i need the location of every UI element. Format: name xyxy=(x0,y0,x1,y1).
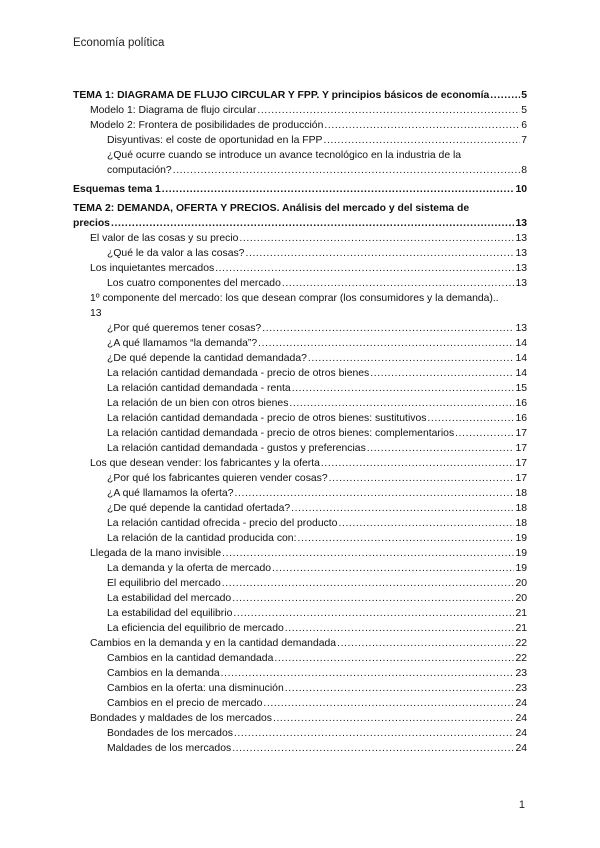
toc-dot-leader xyxy=(323,133,520,148)
toc-entry[interactable] xyxy=(73,103,527,118)
toc-entry-text: TEMA 2: DEMANDA, OFERTA Y PRECIOS. Análisis del mercado y del sistema de xyxy=(73,203,470,214)
toc-page-number: 19 xyxy=(515,533,527,544)
toc-entry-text: Modelo 1: Diagrama de flujo circular xyxy=(90,105,257,116)
toc-page-number: 24 xyxy=(515,728,527,739)
toc-entry-text: ¿A qué llamamos “la demanda”? xyxy=(107,338,258,349)
toc-entry[interactable] xyxy=(73,336,527,351)
page-number: 1 xyxy=(518,799,525,811)
toc-entry-text: La relación cantidad demandada - renta xyxy=(107,383,291,394)
toc-entry-text: 13 xyxy=(90,308,102,319)
toc-dot-leader xyxy=(285,681,515,696)
toc-entry-text: Los inquietantes mercados xyxy=(90,263,215,274)
toc-page-number: 13 xyxy=(515,323,527,334)
toc-entry-text: Disyuntivas: el coste de oportunidad en la FPP xyxy=(107,135,323,146)
toc-entry-text: La relación cantidad demandada - precio de otros bienes: complementarios xyxy=(107,428,455,439)
toc-dot-leader xyxy=(232,591,514,606)
toc-page-number: 13 xyxy=(515,233,527,244)
toc-entry[interactable] xyxy=(73,606,527,621)
toc-page-number: 24 xyxy=(515,713,527,724)
toc-page-number: 14 xyxy=(515,353,527,364)
toc-dot-leader xyxy=(215,261,514,276)
toc-dot-leader xyxy=(257,103,520,118)
toc-dot-leader xyxy=(297,531,514,546)
toc-dot-leader xyxy=(233,606,514,621)
toc-dot-leader xyxy=(329,471,515,486)
toc-entry[interactable] xyxy=(73,561,527,576)
toc-dot-leader xyxy=(274,651,514,666)
toc-entry-text: Cambios en la demanda xyxy=(107,668,220,679)
toc-entry-text: La demanda y la oferta de mercado xyxy=(107,563,272,574)
toc-dot-leader xyxy=(285,621,515,636)
toc-page-number: 15 xyxy=(515,383,527,394)
toc-dot-leader xyxy=(338,516,514,531)
toc-page-number: 24 xyxy=(515,743,527,754)
toc-entry[interactable] xyxy=(73,576,527,591)
toc-entry-text: Maldades de los mercados xyxy=(107,743,232,754)
toc-entry-text: TEMA 1: DIAGRAMA DE FLUJO CIRCULAR Y FPP. Y principios básicos de economía xyxy=(73,90,490,101)
toc-entry-text: Los que desean vender: los fabricantes y la oferta xyxy=(90,458,320,469)
toc-dot-leader xyxy=(173,163,521,178)
toc-page-number: 6 xyxy=(521,120,527,131)
toc-entry-text: ¿De qué depende la cantidad demandada? xyxy=(107,353,307,364)
toc-entry[interactable] xyxy=(73,666,527,681)
toc-entry-text: computación? xyxy=(107,165,172,176)
toc-page-number: 17 xyxy=(515,473,527,484)
toc-entry[interactable] xyxy=(73,396,527,411)
toc-entry[interactable] xyxy=(73,471,527,486)
toc-entry[interactable] xyxy=(73,88,527,103)
toc-entry-text: Los cuatro componentes del mercado xyxy=(107,278,281,289)
toc-dot-leader xyxy=(262,321,514,336)
toc-page-number: 23 xyxy=(515,683,527,694)
toc-page-number: 14 xyxy=(515,368,527,379)
toc-dot-leader xyxy=(234,726,515,741)
running-header: Economía política xyxy=(73,37,165,49)
toc-dot-leader xyxy=(337,636,514,651)
toc-entry-text: La relación de la cantidad producida con: xyxy=(107,533,297,544)
toc-dot-leader xyxy=(232,741,514,756)
toc-entry[interactable] xyxy=(73,381,527,396)
toc-dot-leader xyxy=(321,456,515,471)
toc-page-number: 24 xyxy=(515,698,527,709)
toc-page-number: 5 xyxy=(521,105,527,116)
toc-entry[interactable] xyxy=(73,321,527,336)
toc-dot-leader xyxy=(367,441,515,456)
toc-page-number: 17 xyxy=(515,458,527,469)
toc-dot-leader xyxy=(292,381,515,396)
toc-entry-text: ¿De qué depende la cantidad ofertada? xyxy=(107,503,291,514)
toc-page-number: 20 xyxy=(515,578,527,589)
toc-entry[interactable] xyxy=(73,711,527,726)
toc-page-number: 16 xyxy=(515,398,527,409)
toc-dot-leader xyxy=(324,118,520,133)
toc-entry-text: El valor de las cosas y su precio xyxy=(90,233,239,244)
toc-page-number: 5 xyxy=(521,90,527,101)
toc-dot-leader xyxy=(272,561,514,576)
toc-page-number: 21 xyxy=(515,608,527,619)
toc-page-number: 17 xyxy=(515,443,527,454)
toc-dot-leader xyxy=(234,486,514,501)
toc-dot-leader xyxy=(490,88,520,103)
toc-dot-leader xyxy=(162,182,515,197)
table-of-contents xyxy=(73,88,527,756)
toc-entry[interactable] xyxy=(73,261,527,276)
toc-entry-text: La estabilidad del equilibrio xyxy=(107,608,233,619)
toc-dot-leader xyxy=(263,696,514,711)
toc-entry[interactable] xyxy=(73,681,527,696)
toc-entry-text: La estabilidad del mercado xyxy=(107,593,232,604)
toc-dot-leader xyxy=(370,366,514,381)
toc-entry[interactable] xyxy=(73,546,527,561)
toc-entry-text: La eficiencia del equilibrio de mercado xyxy=(107,623,284,634)
toc-page-number: 18 xyxy=(515,488,527,499)
toc-page-number: 19 xyxy=(515,563,527,574)
toc-page-number: 13 xyxy=(515,248,527,259)
toc-entry[interactable] xyxy=(73,133,527,148)
toc-dot-leader xyxy=(222,546,514,561)
toc-dot-leader xyxy=(258,336,514,351)
toc-dot-leader xyxy=(289,396,514,411)
toc-page-number: 10 xyxy=(515,184,527,195)
toc-entry-text: La relación cantidad demandada - gustos y preferencias xyxy=(107,443,366,454)
toc-entry[interactable] xyxy=(73,456,527,471)
toc-dot-leader xyxy=(455,426,514,441)
toc-entry[interactable] xyxy=(73,366,527,381)
toc-entry-text: Llegada de la mano invisible xyxy=(90,548,222,559)
toc-entry[interactable] xyxy=(73,726,527,741)
toc-page-number: 7 xyxy=(521,135,527,146)
toc-entry[interactable] xyxy=(73,182,527,197)
toc-page-number: 22 xyxy=(515,638,527,649)
toc-dot-leader xyxy=(273,711,514,726)
toc-entry[interactable] xyxy=(73,516,527,531)
toc-page-number: 16 xyxy=(515,413,527,424)
toc-entry[interactable] xyxy=(73,636,527,651)
toc-entry[interactable] xyxy=(73,441,527,456)
toc-page-number: 14 xyxy=(515,338,527,349)
toc-entry-text: Cambios en el precio de mercado xyxy=(107,698,263,709)
toc-entry-text: La relación de un bien con otros bienes xyxy=(107,398,289,409)
toc-page-number: 21 xyxy=(515,623,527,634)
toc-entry[interactable] xyxy=(73,621,527,636)
toc-dot-leader xyxy=(222,576,515,591)
toc-entry-text: La relación cantidad ofrecida - precio del producto xyxy=(107,518,338,529)
toc-page-number: 20 xyxy=(515,593,527,604)
toc-entry[interactable] xyxy=(73,351,527,366)
toc-dot-leader xyxy=(282,276,515,291)
toc-entry[interactable] xyxy=(73,231,527,246)
toc-entry-text: 1º componente del mercado: los que desean comprar (los consumidores y la demanda).. xyxy=(90,293,499,304)
toc-entry-text: Bondades y maldades de los mercados xyxy=(90,713,272,724)
toc-entry[interactable] xyxy=(73,148,527,178)
toc-entry-text: ¿A qué llamamos la oferta? xyxy=(107,488,234,499)
toc-entry-text: Modelo 2: Frontera de posibilidades de producción xyxy=(90,120,324,131)
toc-dot-leader xyxy=(427,411,514,426)
toc-dot-leader xyxy=(308,351,515,366)
toc-entry[interactable] xyxy=(73,291,527,321)
toc-dot-leader xyxy=(239,231,514,246)
toc-entry[interactable] xyxy=(73,118,527,133)
toc-entry[interactable] xyxy=(73,651,527,666)
toc-entry[interactable] xyxy=(73,741,527,756)
toc-entry-text: La relación cantidad demandada - precio de otros bienes: sustitutivos xyxy=(107,413,427,424)
toc-dot-leader xyxy=(291,501,514,516)
toc-entry-text: Cambios en la cantidad demandada xyxy=(107,653,274,664)
toc-entry-text: Cambios en la oferta: una disminución xyxy=(107,683,284,694)
toc-page-number: 13 xyxy=(515,218,527,229)
toc-page-number: 18 xyxy=(515,503,527,514)
toc-entry-text: ¿Por qué los fabricantes quieren vender cosas? xyxy=(107,473,328,484)
toc-dot-leader xyxy=(221,666,515,681)
toc-page-number: 19 xyxy=(515,548,527,559)
toc-page-number: 13 xyxy=(515,278,527,289)
toc-entry-text: El equilibrio del mercado xyxy=(107,578,221,589)
toc-entry-text: ¿Qué ocurre cuando se introduce un avance tecnológico en la industria de la xyxy=(107,150,462,161)
toc-page-number: 18 xyxy=(515,518,527,529)
toc-entry[interactable] xyxy=(73,201,527,231)
toc-entry[interactable] xyxy=(73,246,527,261)
toc-entry[interactable] xyxy=(73,411,527,426)
toc-page-number: 22 xyxy=(515,653,527,664)
toc-entry-text: Bondades de los mercados xyxy=(107,728,233,739)
toc-entry[interactable] xyxy=(73,591,527,606)
toc-entry-text: Esquemas tema 1 xyxy=(73,184,161,195)
toc-entry[interactable] xyxy=(73,426,527,441)
toc-entry[interactable] xyxy=(73,276,527,291)
toc-entry[interactable] xyxy=(73,501,527,516)
toc-page-number: 8 xyxy=(521,165,527,176)
toc-page-number: 17 xyxy=(515,428,527,439)
toc-dot-leader xyxy=(245,246,514,261)
toc-entry-text: ¿Por qué queremos tener cosas? xyxy=(107,323,262,334)
toc-page-number: 13 xyxy=(515,263,527,274)
toc-entry-text: La relación cantidad demandada - precio de otros bienes xyxy=(107,368,370,379)
toc-entry[interactable] xyxy=(73,696,527,711)
toc-entry[interactable] xyxy=(73,531,527,546)
toc-entry-text: ¿Qué le da valor a las cosas? xyxy=(107,248,245,259)
toc-dot-leader xyxy=(111,216,514,231)
toc-entry-text: Cambios en la demanda y en la cantidad demandada xyxy=(90,638,337,649)
toc-entry[interactable] xyxy=(73,486,527,501)
toc-entry-text: precios xyxy=(73,218,110,229)
toc-page-number: 23 xyxy=(515,668,527,679)
